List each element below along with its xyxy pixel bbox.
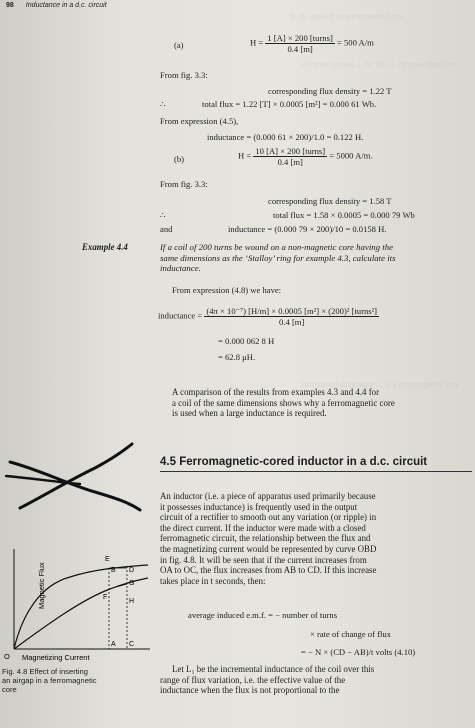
emf-line-2: × rate of change of flux — [310, 629, 391, 639]
denominator: 0.4 [m] — [277, 157, 303, 167]
numerator: 1 [A] × 200 [turns] — [267, 33, 333, 43]
paragraph-line: takes place in t seconds, then: — [160, 575, 266, 586]
paragraph-line: the magnetizing current would be represented by curve OBD — [160, 543, 377, 554]
handwritten-scribble — [0, 440, 150, 520]
text-line: total flux = 1.22 [T] × 0.0005 [m²] = 0.000 61 Wb. — [202, 99, 377, 109]
numerator: (4π × 10⁻⁷) [H/m] × 0.0005 [m²] × (200)² [turns²] — [206, 306, 378, 316]
paragraph-line: in fig. 4.8. It will be seen that if the current increases from — [160, 554, 367, 565]
show-through-text: when the current ... the flux ... increase from zero — [300, 60, 458, 69]
text-line: From fig. 3.3: — [160, 179, 208, 189]
paragraph-line: An inductor (i.e. a piece of apparatus used primarily because — [160, 491, 376, 501]
formula-fraction — [204, 306, 379, 327]
point-b: B — [111, 567, 116, 574]
body-paragraph — [160, 491, 472, 586]
example-label: Example 4.4 — [82, 242, 128, 252]
result-line: = 0.000 062 8 H — [218, 336, 275, 346]
x-axis-label: Magnetizing Current — [22, 653, 90, 662]
caption-line: an airgap in a ferromagnetic — [2, 676, 97, 685]
calc-label-a: (a) — [174, 40, 184, 50]
formula-fraction — [253, 146, 327, 167]
formula-fraction — [265, 33, 334, 54]
formula-rhs: = 5000 A/m. — [329, 150, 373, 161]
origin-label: O — [4, 652, 10, 661]
tail-paragraph — [160, 664, 472, 696]
formula-inductance — [158, 306, 379, 327]
text-line: corresponding flux density = 1.58 T — [268, 196, 392, 206]
emf-lhs: average induced e.m.f. = — [188, 610, 274, 620]
line-fg — [109, 584, 127, 589]
formula-lhs: inductance = — [158, 310, 203, 321]
therefore-marker: ∴ — [160, 99, 166, 109]
emf-line-3: = − N × (CD − AB)/t volts (4.10) — [301, 647, 416, 657]
paragraph-line: the direct current. If the inductor were made with a closed — [160, 522, 366, 533]
curve-ofh — [14, 578, 148, 649]
paragraph-line: A comparison of the results from examples 4.3 and 4.4 for — [172, 387, 380, 397]
show-through-text: incremental inductance ... of a ferromagnetic core — [300, 380, 460, 389]
running-title: Inductance in a d.c. circuit — [25, 2, 107, 9]
point-g: G — [129, 580, 135, 587]
y-axis-label: Magnetic Flux — [37, 562, 46, 609]
page-header — [6, 2, 107, 9]
point-f: F — [103, 594, 108, 601]
emf-rhs: − number of turns — [275, 610, 338, 620]
paragraph-line: Let L₁ be the incremental inductance of the coil over this — [172, 664, 375, 674]
caption-line: core — [2, 685, 17, 694]
text-line: inductance = (0.000 79 × 200)/10 = 0.0158 H. — [228, 224, 387, 234]
point-d: D — [129, 567, 135, 574]
paragraph-line: OA to OC, the flux increases from AB to CD. If this increase — [160, 565, 377, 576]
section-title: Ferromagnetic-cored inductor in a d.c. circuit — [179, 456, 428, 468]
emf-line-1 — [188, 610, 337, 620]
example-line: If a coil of 200 turns be wound on a non-magnetic core having the — [160, 242, 394, 252]
paragraph-line: range of flux variation, i.e. the effective value of the — [160, 674, 346, 685]
formula-rhs: = 500 A/m — [336, 37, 374, 48]
figure-caption — [2, 667, 152, 694]
point-c: C — [129, 641, 135, 648]
paragraph-line: ferromagnetic circuit, the relationship between the flux and — [160, 533, 371, 544]
curve-obd — [14, 565, 148, 649]
text-line: From fig. 3.3: — [160, 70, 208, 80]
text-line: total flux = 1.58 × 0.0005 = 0.000 79 Wb — [273, 210, 415, 220]
caption-line: Fig. 4.8 Effect of inserting — [2, 667, 88, 676]
denominator: 0.4 [m] — [279, 317, 305, 327]
result-line: = 62.8 μH. — [218, 352, 256, 362]
example-line: inductance. — [160, 263, 201, 274]
paragraph-line: it possesses inductance) is frequently used in the output — [160, 501, 358, 512]
section-heading — [160, 456, 427, 468]
text-line: corresponding flux density = 1.22 T — [268, 86, 392, 96]
section-rule — [160, 471, 472, 472]
point-e: E — [105, 556, 110, 563]
therefore-marker: ∴ — [160, 210, 166, 220]
point-a: A — [111, 641, 116, 648]
comparison-paragraph — [172, 387, 472, 419]
formula-lhs: H = — [250, 37, 264, 48]
text-line: From expression (4.5), — [160, 116, 239, 126]
calc-label-b: (b) — [174, 154, 185, 164]
text-line: inductance = (0.000 61 × 200)/1.0 = 0.122 H. — [207, 132, 364, 142]
figure-4-8 — [0, 545, 158, 667]
page-number: 98 — [6, 2, 14, 9]
denominator: 0.4 [m] — [287, 44, 313, 54]
numerator: 10 [A] × 200 [turns] — [255, 146, 326, 156]
paragraph-line: a coil of the same dimensions shows why a ferromagnetic core — [172, 397, 395, 408]
paragraph-line: is used when a large inductance is required. — [172, 408, 327, 419]
and-marker: and — [160, 224, 173, 234]
text-line: From expression (4.8) we have: — [172, 285, 282, 295]
paragraph-line: circuit of a rectifier to smooth out any variation (or ripple) in — [160, 512, 377, 523]
paragraph-line: inductance when the flux is not proportional to the — [160, 685, 340, 696]
example-statement — [160, 242, 470, 274]
section-number: 4.5 — [160, 456, 176, 468]
example-line: same dimensions as the ‘Stalloy’ ring for example 4.3, calculate its — [160, 252, 396, 263]
formula-h-b — [238, 146, 373, 167]
show-through-text: in the applied magnetomotive force ... — [290, 12, 412, 21]
formula-lhs: H = — [238, 150, 252, 161]
formula-h-a — [250, 33, 374, 54]
point-h: H — [129, 598, 135, 605]
